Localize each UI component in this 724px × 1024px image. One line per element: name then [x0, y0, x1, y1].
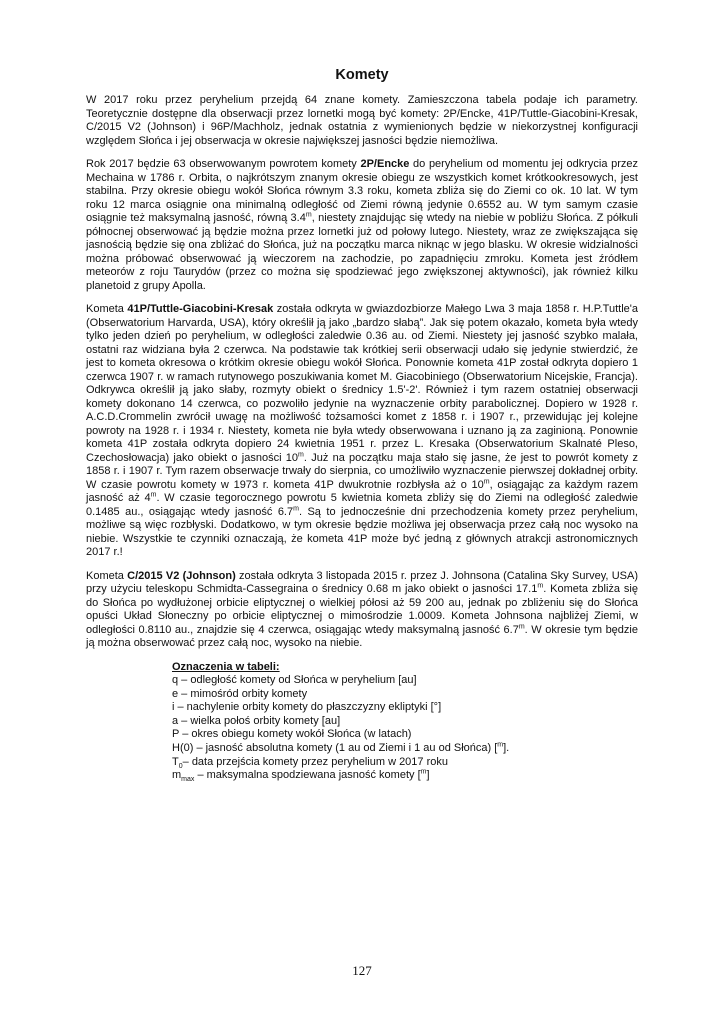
legend-item-p: P – okres obiegu komety wokół Słońca (w latach) [172, 728, 412, 741]
page-content [86, 66, 638, 783]
legend-item-i: i – nachylenie orbity komety do płaszczyzny ekliptyki [°] [172, 701, 442, 714]
legend-item-mmax: $m_{max}$ – maksymalna spodziewana jasność komety [$^m$] [172, 768, 430, 784]
encke-paragraph: Rok 2017 będzie 63 obserwowanym powrotem komety 2P/Encke do peryhelium od momentu jej odkrycia przez Mechaina w 1786 r. Orbita, o najkrótszym znanym okresie obiegu ze wszystkich komet krótkookresowych, jest stabilna. Przy okresie obiegu wokół Słońca równym 3.3 roku, kometa zbliża się do Ziemi co ok. 10 lat. W tym roku 12 marca osiągnie ona minimalną odległość od Ziemi równą jedynie 0.6552 au. W tym samym czasie osiągnie też maksymalną jasność, równą 3.4$^m$, niestety znajdując się wtedy na niebie w pobliżu Słońca. Z półkuli północnej obserwować ją będzie można przez lornetki już od połowy lutego. Niestety, wraz ze zwiększająca się jasnością będzie się ona zbliżać do Słońca, już na początku marca niknąc w jego blasku. W okresie widzialności można próbować obserwować ją wieczorem na zachodzie, po zapadnięciu zmroku. Kometa jest źródłem meteorów z roju Taurydów (przez co można się spodziewać jego zwiększonej aktywności), jak również kilku planetoid z grupy Apolla. [86, 158, 638, 292]
comet-name-encke: 2P/Encke [360, 158, 410, 170]
table-legend [172, 661, 638, 783]
legend-title: Oznaczenia w tabeli: [172, 660, 280, 673]
page-title: Komety [335, 67, 389, 83]
comet-name-johnson: C/2015 V2 (Johnson) [127, 569, 236, 582]
comet-name-41p: 41P/Tuttle-Giacobini-Kresak [127, 303, 274, 315]
johnson-paragraph: Kometa C/2015 V2 (Johnson) została odkryta 3 listopada 2015 r. przez J. Johnsona (Catalina Sky Survey, USA) przy użyciu teleskopu Schmidta-Cassegraina o średnicy 0.68 m jako obiekt o jasności 17.1$^m$. Kometa zbliża się do Słońca po wydłużonej orbicie eliptycznej o wielkiej półosi aż 59 200 au, jednak po zbliżeniu się do Słońca opuści Układ Słoneczny po orbicie eliptycznej o mimośrodzie 1.0009. Kometa Johnsona najbliżej Ziemi, w odległości 0.8110 au., znajdzie się 4 czerwca, osiągając wtedy maksymalną jasność 6.7$^m$. W okresie tym będzie ją można obserwować przez całą noc, wysoko na niebie. [86, 569, 638, 649]
legend-item-t0: $T_0-$ data przejścia komety przez peryhelium w 2017 roku [172, 755, 448, 770]
legend-item-a: a – wielka połoś orbity komety [au] [172, 714, 341, 727]
legend-item-q: q – odległość komety od Słońca w peryhelium [au] [172, 674, 417, 687]
legend-item-e: e – mimośród orbity komety [172, 687, 308, 700]
page-number: 127 [352, 963, 372, 978]
legend-item-h0: H(0) – jasność absolutna komety (1 au od Ziemi i 1 au od Słońca) [$^m$]. [172, 741, 510, 755]
tuttle-paragraph: Kometa 41P/Tuttle-Giacobini-Kresak została odkryta w gwiazdozbiorze Małego Lwa 3 maja 1858 r. H.P.Tuttle'a (Obserwatorium Harvarda, USA), który określił ją jako „bardzo słabą”. Jak się potem okazało, kometa była wtedy tylko jeden dzień po peryhelium, w odległości zaledwie 0.36 au. od Ziemi. Niestety jej jasność szybko malała, ostatni raz widziana była 2 czerwca. Na podstawie tak krótkiej serii obserwacji udało się jedynie stwierdzić, że jest to kometa okresowa o krótkim okresie obiegu wokół Słońca. Ponownie kometa 41P został odkryta dopiero 1 czerwca 1907 r. w ramach rutynowego poszukiwania komet M. Giacobiniego (Obserwatorium Nicejskie, Francja). Odkrywca określił ją jako słaby, rozmyty obiekt o średnicy 1.5'-2'. Również i tym razem ostatniej obserwacji komety dokonano 14 czerwca, co pozwoliło jedynie na wyznaczenie orbity parabolicznej. Dopiero w 1928 r. A.C.D.Crommelin zwrócił uwagę na możliwość tożsamości komet z 1858 r. i 1907 r., przewidując jej kolejne powroty na 1928 r. i 1934 r. Niestety, kometa nie była wtedy obserwowana i uznano ją za zaginioną. Ponownie kometa 41P została odkryta dopiero 24 kwietnia 1951 r. przez L. Kresaka (Obserwatorium Skalnaté Pleso, Czechosłowacja) jako obiekt o jasności 10$^m$. Już na początku maja stało się jasne, że jest to powrót komety z 1858 r. i 1907 r. Tym razem obserwacje trwały do sierpnia, co umożliwiło wyznaczenie pierwszej dokładnej orbity. W czasie powrotu komety w 1973 r. kometa 41P dwukrotnie rozbłysła aż o 10$^m$, osiągając za każdym razem jasność aż 4$^m$. W czasie tegorocznego powrotu 5 kwietnia kometa zbliży się do Ziemi na odległość zaledwie 0.1485 au., osiągając wtedy jasność 6.7$^m$. Są to jednocześnie dni przechodzenia komety przez peryhelium, możliwe są więc rozbłyski. Dodatkowo, w tym okresie będzie możliwa jej obserwacja przez całą noc wysoko na niebie. Wszystkie te czynniki oznaczają, że kometa 41P może być jedną z głównych atrakcji astronomicznych 2017 r.! [86, 303, 639, 558]
intro-paragraph: W 2017 roku przez peryhelium przejdą 64 znane komety. Zamieszczona tabela podaje ich parametry. Teoretycznie dostępne dla obserwacji przez lornetki mogą być komety: 2P/Encke, 41P/Tuttle-Giacobini-Kresak, C/2015 V2 (Johnson) i 96P/Machholz, jednak ostatnia z wymienionych będzie w niekorzystnej konfiguracji względem Słońca i jej obserwacja w okresie największej jasności będzie niemożliwa. [86, 94, 638, 147]
